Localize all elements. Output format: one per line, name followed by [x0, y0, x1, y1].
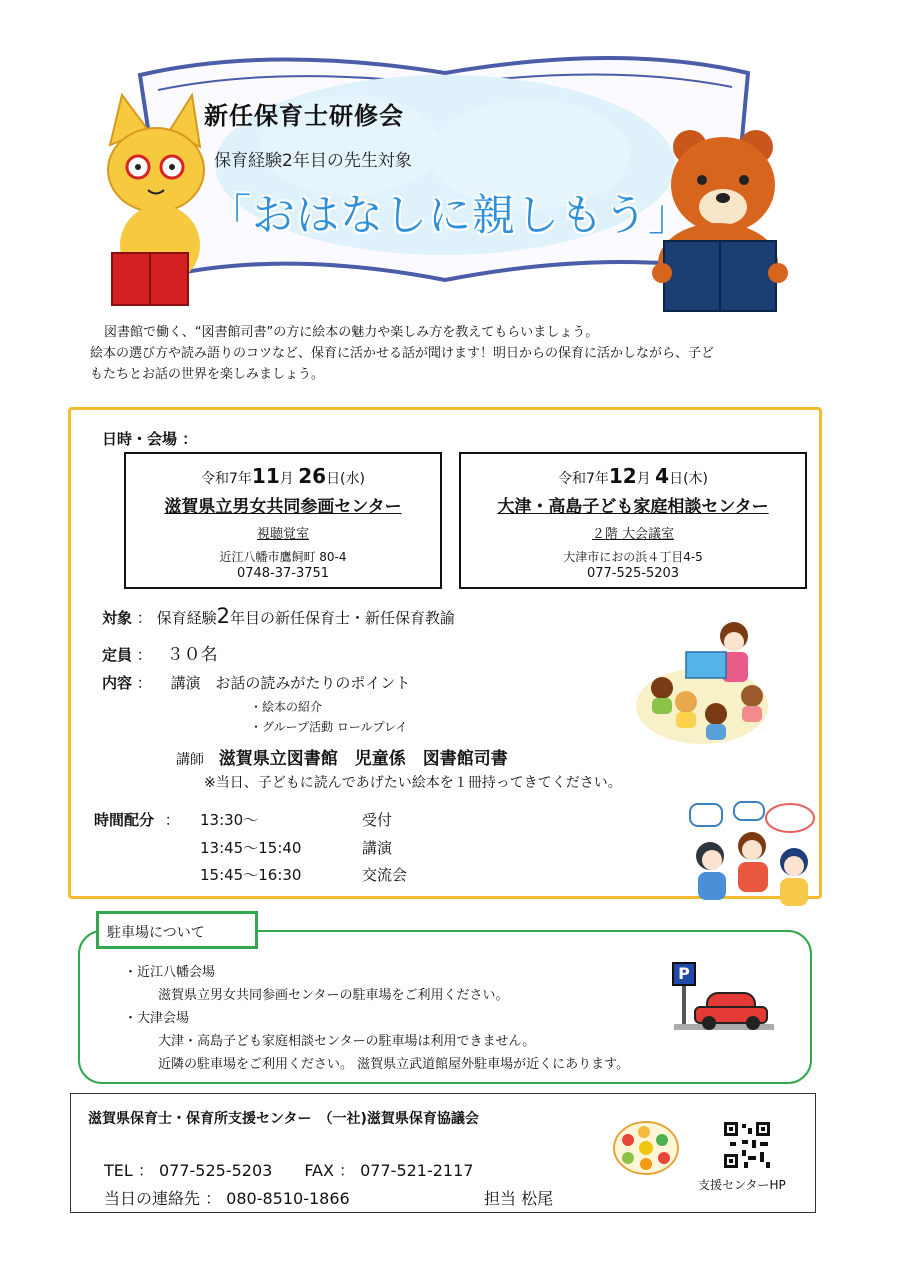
- time-item: 講演: [362, 839, 393, 857]
- intro-line: 図書館で働く、“図書館司書”の方に絵本の魅力や楽しみ方を教えてもらいましょう。: [104, 325, 599, 340]
- parking-sign-icon: P: [672, 962, 696, 986]
- same-day-contact: 当日の連絡先 ： 080-8510-1866: [104, 1189, 350, 1208]
- time-item: 受付: [362, 811, 393, 829]
- organizer-tel-fax: TEL ： 077-525-5203 FAX ： 077-521-2117: [104, 1161, 474, 1180]
- time-slot: 15:45～16:30: [200, 866, 302, 884]
- bring-book-note: ※当日、子どもに読んであげたい絵本を１冊持ってきてください。: [204, 775, 622, 791]
- time-item: 交流会: [362, 866, 408, 884]
- parking-note: 滋賀県立男女共同参画センターの駐車場をご利用ください。: [158, 988, 509, 1003]
- venue-room: ２階 大会議室: [591, 527, 675, 542]
- parking-note: 大津・高島子ども家庭相談センターの駐車場は利用できません。: [158, 1034, 536, 1049]
- chatting-children-illustration: [676, 800, 826, 910]
- time-slot: 13:45～15:40: [200, 839, 302, 857]
- capacity-row: 定員 ： ３０名: [102, 645, 218, 665]
- content-label: 内容: [102, 674, 133, 692]
- lecturer-row: 講師 滋賀県立図書館 児童係 図書館司書: [176, 749, 508, 769]
- intro-line: もたちとお話の世界を楽しみましょう。: [90, 367, 325, 382]
- venue-address: 近江八幡市鷹飼町 80-4: [219, 550, 347, 564]
- target-label: 対象: [102, 609, 133, 627]
- content-row: 内容 ： 講演 お話の読みがたりのポイント: [102, 674, 411, 692]
- intro-text: [90, 322, 810, 385]
- content-item: ・絵本の紹介: [250, 700, 323, 714]
- event-title: 新任保育士研修会: [204, 102, 404, 130]
- venue-card-omihachiman: [124, 452, 442, 589]
- venue-name: 大津・高島子ども家庭相談センター: [497, 497, 769, 517]
- timetable-label-row: 時間配分 ：: [94, 811, 180, 829]
- venue-date: 令和7年12月 4日(木): [557, 464, 709, 488]
- staff-in-charge: 担当 松尾: [484, 1189, 554, 1208]
- timetable-label: 時間配分: [94, 811, 155, 829]
- qr-label: 支援センターHP: [698, 1178, 786, 1192]
- parking-car-icon: [672, 962, 776, 1032]
- target-row: 対象 ： 保育経験2年目の新任保育士・新任保育教諭: [102, 604, 455, 628]
- venue-card-otsu: [459, 452, 807, 589]
- schedule-label: 日時・会場 ：: [102, 430, 198, 448]
- event-subtitle: 保育経験2年目の先生対象: [214, 151, 412, 171]
- venue-address: 大津市におの浜４丁目4-5: [563, 550, 703, 564]
- organization-logo: [610, 1118, 682, 1178]
- book-banner-illustration: [100, 35, 790, 320]
- storytime-illustration: [634, 618, 776, 746]
- time-slot: 13:30～: [200, 811, 259, 829]
- venue-room: 視聴覚室: [256, 527, 309, 542]
- event-theme: 「おはなしに親しもう」: [208, 191, 692, 241]
- lecturer-name: 滋賀県立図書館 児童係 図書館司書: [218, 749, 508, 769]
- venue-tel: 0748-37-3751: [236, 566, 330, 581]
- parking-note: 近隣の駐車場をご利用ください。 滋賀県立武道館屋外駐車場が近くにあります。: [158, 1057, 630, 1072]
- venue-tel: 077-525-5203: [586, 566, 680, 581]
- organizer-name: 滋賀県保育士・保育所支援センター （一社)滋賀県保育協議会: [88, 1111, 479, 1127]
- parking-venue-otsu: ・大津会場: [124, 1011, 190, 1026]
- capacity-label: 定員: [102, 646, 133, 664]
- qr-code-icon[interactable]: [722, 1120, 772, 1170]
- intro-line: 絵本の選び方や読み語りのコツなど、保育に活かせる話が聞けます！明日からの保育に活かしながら、子ど: [90, 346, 715, 361]
- venue-date: 令和7年11月 26日(水): [201, 464, 365, 488]
- venue-name: 滋賀県立男女共同参画センター: [164, 497, 402, 517]
- parking-tab: 駐車場について: [96, 911, 258, 949]
- parking-venue-omihachiman: ・近江八幡会場: [124, 965, 216, 980]
- content-item: ・グループ活動 ロールプレイ: [250, 720, 408, 734]
